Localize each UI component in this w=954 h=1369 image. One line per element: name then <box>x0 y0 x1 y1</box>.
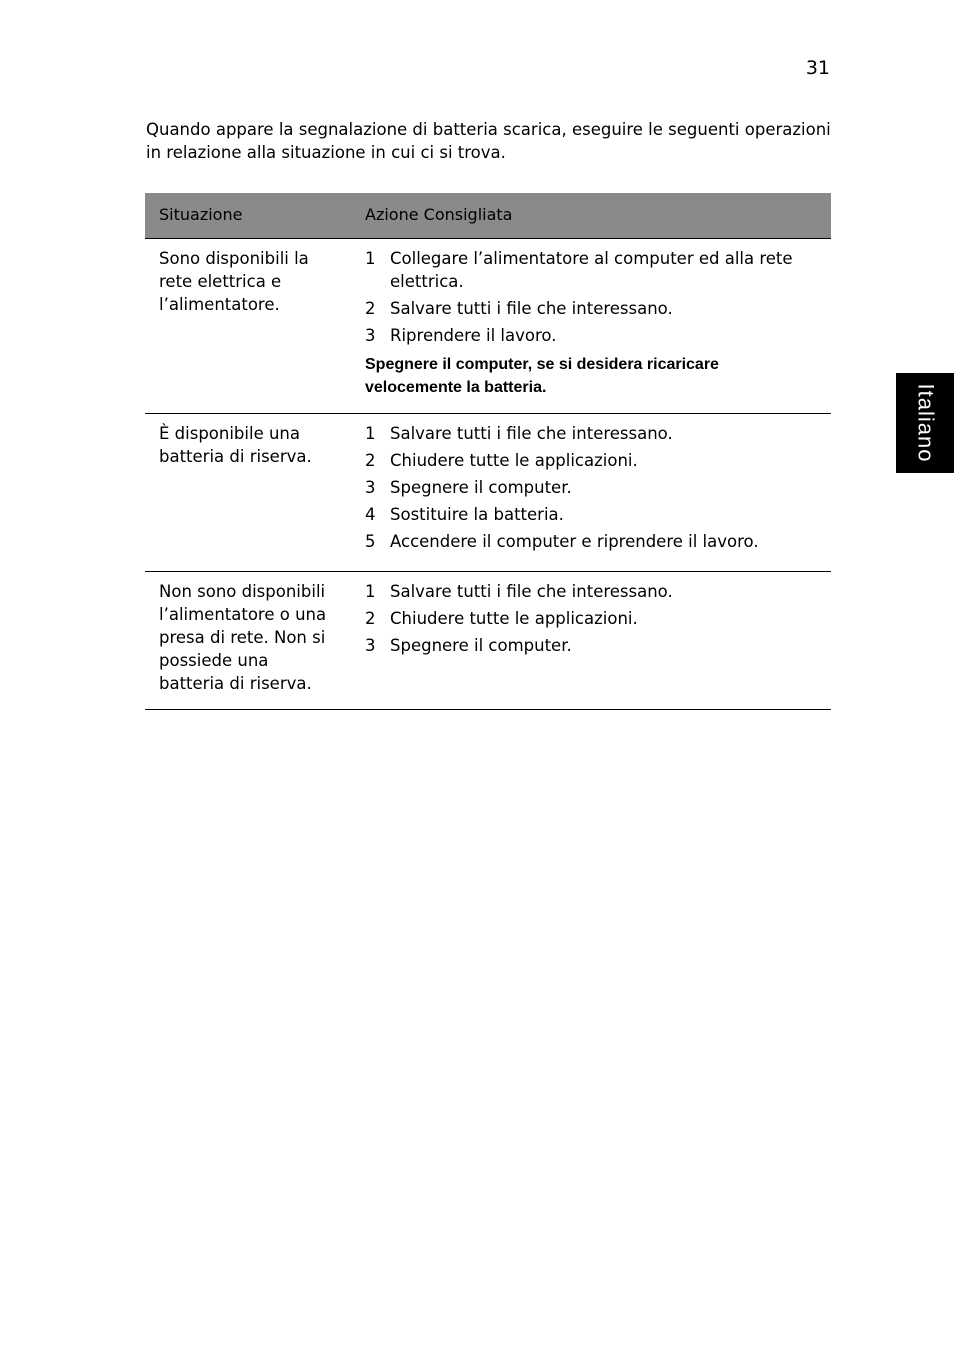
list-item <box>365 297 817 320</box>
list-item <box>365 247 817 293</box>
steps-list <box>365 422 817 553</box>
situation-cell: Sono disponibili la rete elettrica e l’alimentatore. <box>145 239 351 414</box>
step-number: 1 <box>365 424 376 443</box>
step-text: Spegnere il computer. <box>390 636 572 655</box>
language-tab-label: Italiano <box>913 383 939 463</box>
list-item <box>365 476 817 499</box>
table-row <box>145 414 831 572</box>
action-cell <box>351 414 831 572</box>
list-item <box>365 634 817 657</box>
table-row <box>145 239 831 414</box>
step-number: 2 <box>365 299 376 318</box>
header-action: Azione Consigliata <box>351 193 831 239</box>
step-number: 3 <box>365 636 376 655</box>
step-text: Chiudere tutte le applicazioni. <box>390 609 638 628</box>
intro-paragraph: Quando appare la segnalazione di batteria scarica, eseguire le seguenti operazioni in relazione alla situazione in cui ci si trova. <box>146 120 831 162</box>
action-cell <box>351 572 831 710</box>
action-cell <box>351 239 831 414</box>
step-number: 1 <box>365 582 376 601</box>
step-number: 4 <box>365 505 376 524</box>
list-item <box>365 607 817 630</box>
step-text: Spegnere il computer. <box>390 478 572 497</box>
list-item <box>365 422 817 445</box>
situation-cell: È disponibile una batteria di riserva. <box>145 414 351 572</box>
step-text: Salvare tutti i file che interessano. <box>390 582 673 601</box>
header-situation: Situazione <box>145 193 351 239</box>
list-item <box>365 449 817 472</box>
step-text: Salvare tutti i file che interessano. <box>390 424 673 443</box>
step-number: 3 <box>365 326 376 345</box>
step-text: Riprendere il lavoro. <box>390 326 557 345</box>
language-side-tab <box>896 373 954 473</box>
list-item <box>365 530 817 553</box>
bold-note: Spegnere il computer, se si desidera ricaricare velocemente la batteria. <box>365 356 719 396</box>
step-number: 2 <box>365 609 376 628</box>
step-number: 3 <box>365 478 376 497</box>
battery-situation-table <box>145 193 831 710</box>
steps-list <box>365 247 817 347</box>
step-number: 5 <box>365 532 376 551</box>
step-text: Salvare tutti i file che interessano. <box>390 299 673 318</box>
step-text: Accendere il computer e riprendere il lavoro. <box>390 532 759 551</box>
steps-list <box>365 580 817 657</box>
list-item <box>365 324 817 347</box>
step-text: Sostituire la batteria. <box>390 505 564 524</box>
table-header-row <box>145 193 831 239</box>
table-row <box>145 572 831 710</box>
list-item <box>365 503 817 526</box>
step-number: 1 <box>365 249 376 268</box>
list-item <box>365 580 817 603</box>
page-number: 31 <box>805 57 830 79</box>
step-text: Collegare l’alimentatore al computer ed alla rete elettrica. <box>390 249 793 291</box>
step-number: 2 <box>365 451 376 470</box>
step-text: Chiudere tutte le applicazioni. <box>390 451 638 470</box>
situation-cell: Non sono disponibili l’alimentatore o una presa di rete. Non si possiede una batteria di riserva. <box>145 572 351 710</box>
